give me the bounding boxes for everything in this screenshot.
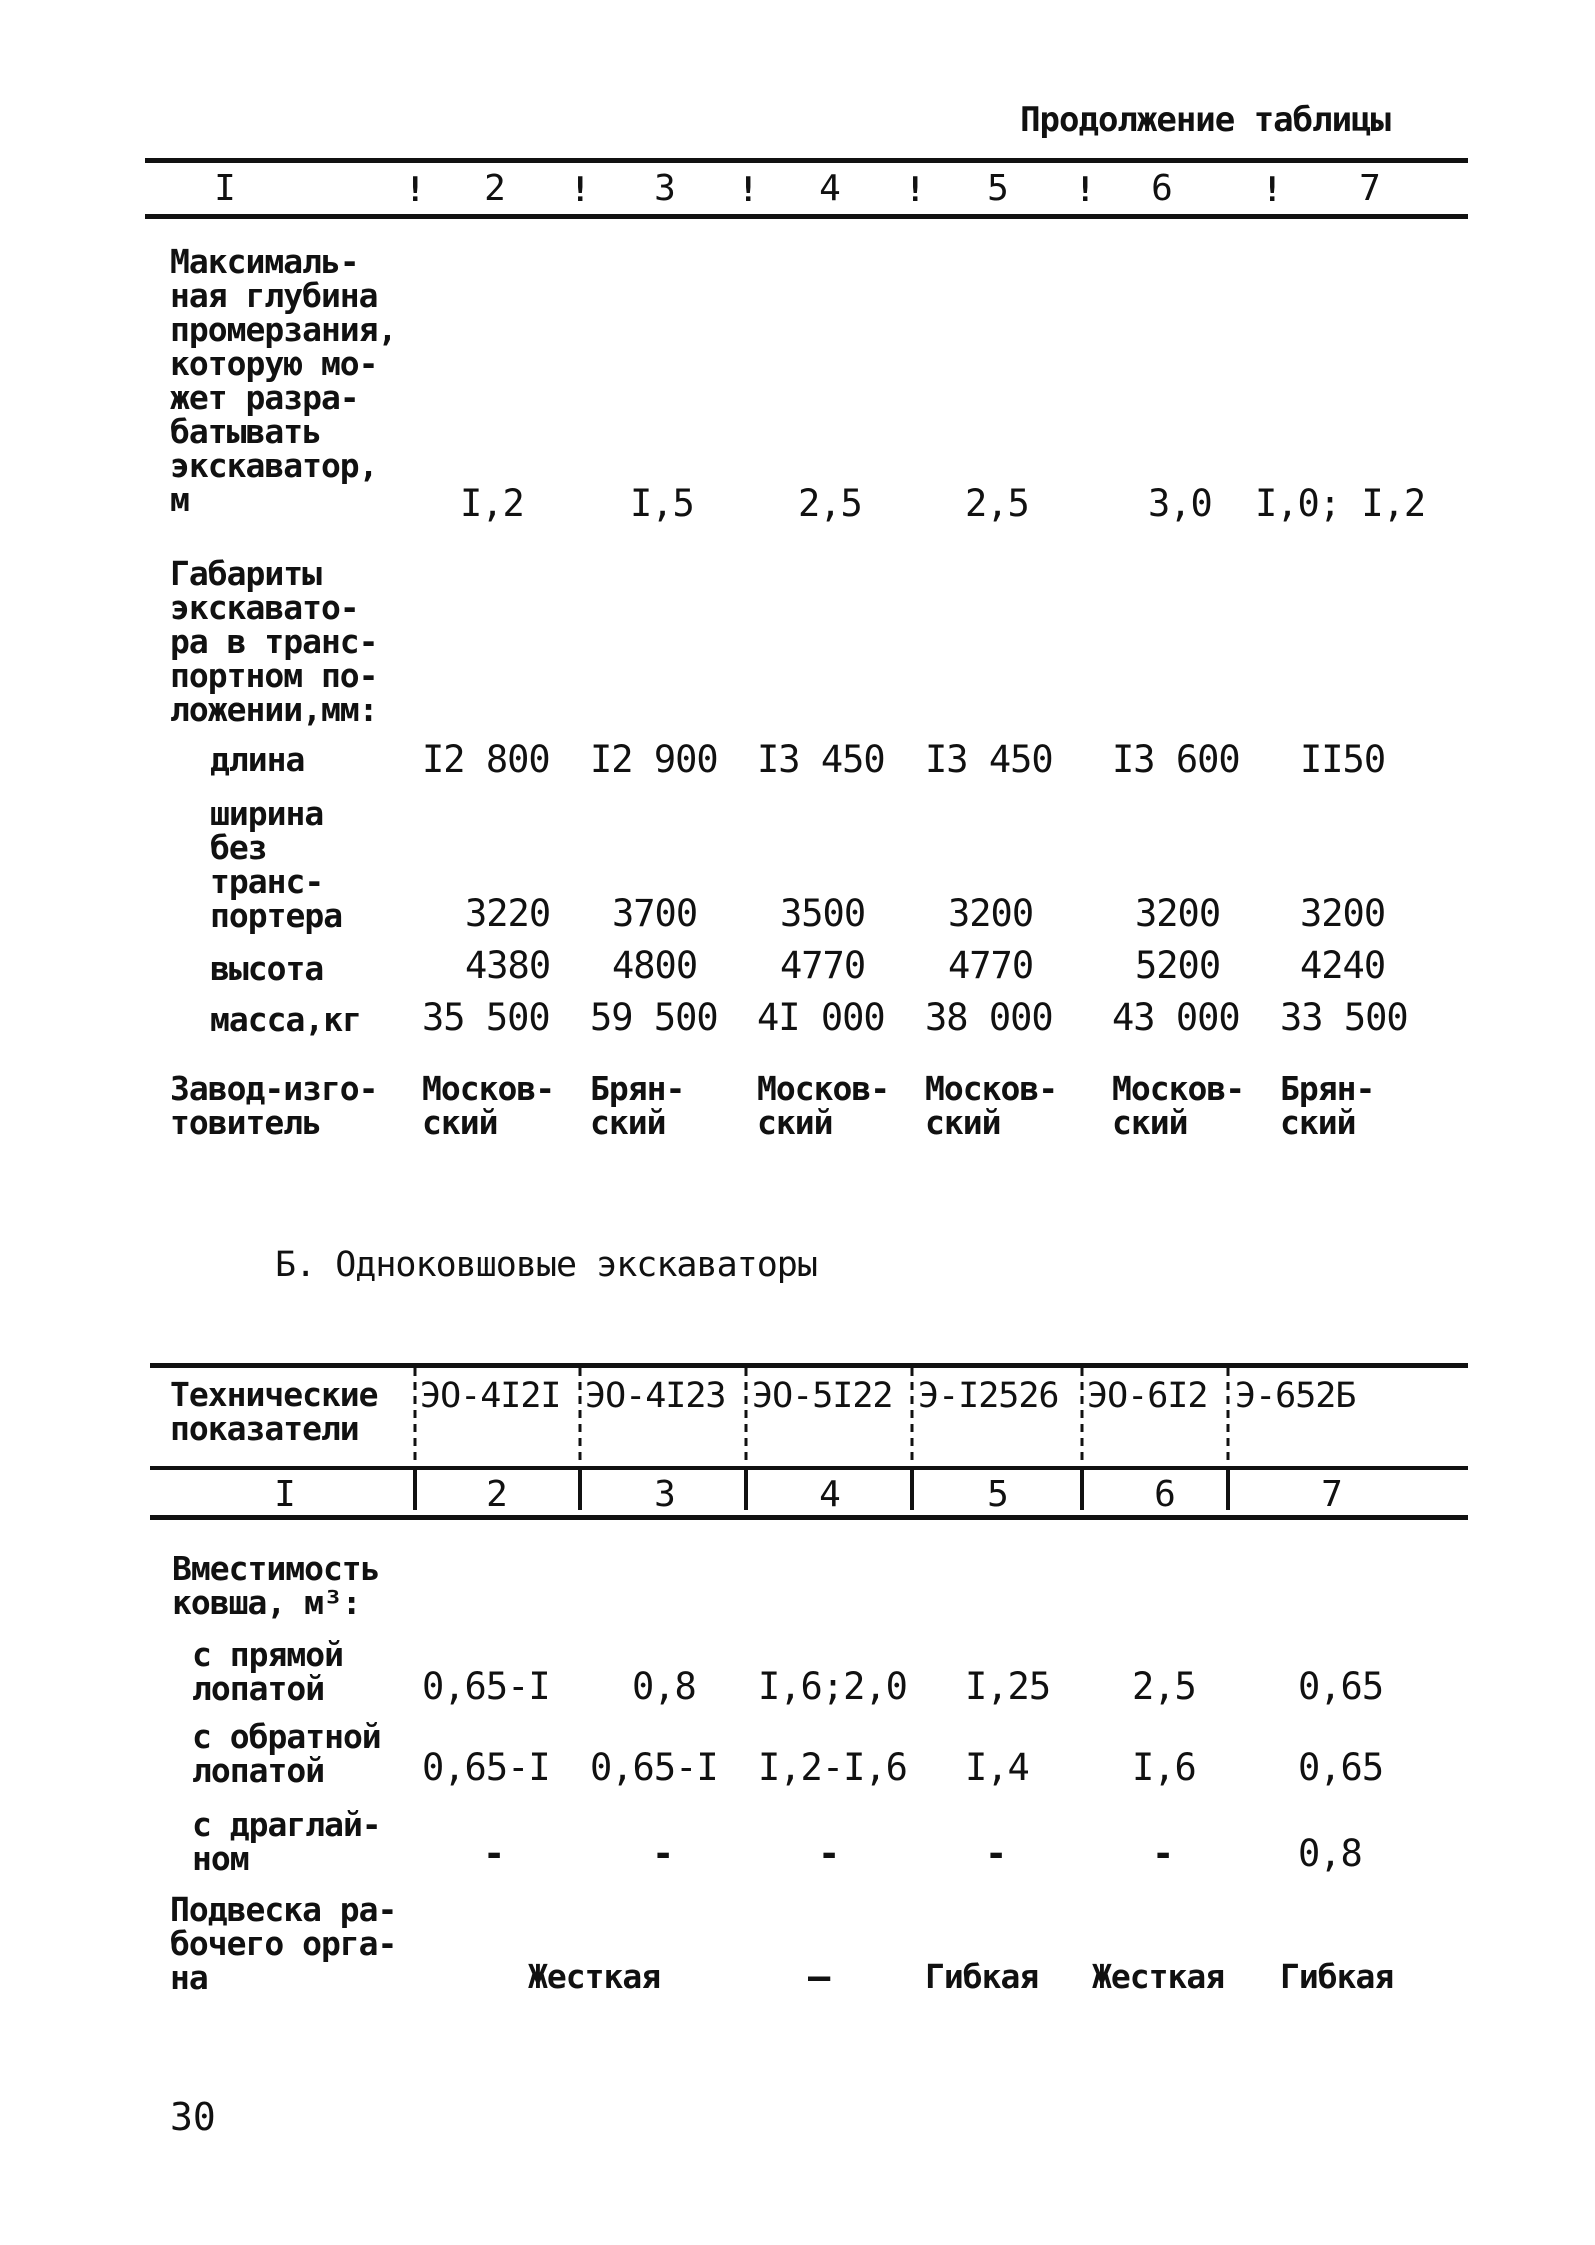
table-cell: Гибкая [1280, 1957, 1394, 1996]
col-num-4: 4 [819, 1474, 841, 1515]
row-label-suspension: Подвеска ра- бочего орга- на [170, 1890, 397, 1997]
table-cell: 3,0 [1148, 482, 1212, 525]
row-label-dragline: с драглай- ном [192, 1805, 381, 1878]
table-cell: I3 450 [925, 738, 1053, 781]
col-num-6: 6 [1151, 168, 1173, 209]
row-label-bucket: Вместимость ковша, м³: [172, 1549, 380, 1622]
table-cell: II50 [1300, 738, 1386, 781]
table-cell: 38 000 [925, 996, 1053, 1039]
col-num-1: I [274, 1474, 296, 1515]
model-header: Э-652Б [1235, 1376, 1356, 1416]
table-cell: Москов- ский [1112, 1069, 1245, 1142]
table-cell: 33 500 [1280, 996, 1408, 1039]
table-cell: 4I 000 [757, 996, 885, 1039]
table-cell: 43 000 [1112, 996, 1240, 1039]
table-cell: 0,8 [1298, 1832, 1362, 1875]
section-title: Б. Одноковшовые экскаваторы [275, 1245, 817, 1285]
col-separator: ! [570, 170, 591, 210]
table-cell: - [652, 1832, 675, 1875]
table-cell: 59 500 [590, 996, 718, 1039]
table-cell: 3500 [780, 892, 866, 935]
col-num-1: I [214, 168, 236, 209]
col-num-2: 2 [486, 1474, 508, 1515]
row-label-height: высота [210, 949, 324, 988]
row-label-width: ширина без транс- портера [210, 794, 343, 935]
table-cell: - [818, 1832, 841, 1875]
table-cell: I,25 [965, 1665, 1051, 1708]
table-cell: Москов- ский [422, 1069, 555, 1142]
col-num-6: 6 [1154, 1474, 1176, 1515]
table-cell: I,4 [965, 1746, 1029, 1789]
col-separator: ! [1075, 170, 1096, 210]
col-num-5: 5 [987, 168, 1009, 209]
row-label-mass: масса,кг [210, 1000, 361, 1039]
table-cell: Жесткая [1092, 1957, 1225, 1996]
model-header: ЭО-4I2I [420, 1376, 561, 1416]
row-label-straight-shovel: с прямой лопатой [192, 1635, 343, 1708]
table-cell: 4380 [465, 944, 551, 987]
table-cell: I2 800 [422, 738, 550, 781]
table-cell: - [1152, 1832, 1175, 1875]
table-cell: 0,65-I [422, 1746, 550, 1789]
row-label-backhoe: с обратной лопатой [192, 1717, 381, 1790]
col-num-7: 7 [1359, 168, 1381, 209]
table-cell: 4240 [1300, 944, 1386, 987]
table-cell: 0,65-I [422, 1665, 550, 1708]
table-cell: — [808, 1955, 831, 1998]
table2-header-rule [150, 1515, 1468, 1520]
row-label-manufacturer: Завод-изго- товитель [170, 1069, 378, 1142]
table-cell: I2 900 [590, 738, 718, 781]
col-separator: ! [405, 170, 426, 210]
table-cell: 3200 [948, 892, 1034, 935]
table2-mid-rule [150, 1466, 1468, 1470]
table-cell: 5200 [1135, 944, 1221, 987]
table-cell: I3 450 [757, 738, 885, 781]
table-cell: Жесткая [528, 1957, 661, 1996]
table-cell: Москов- ский [757, 1069, 890, 1142]
table2-header-label: Технические показатели [170, 1375, 378, 1448]
table-cell: I,6 [1132, 1746, 1196, 1789]
table-cell: Брян- ский [590, 1069, 685, 1142]
table-cell: 2,5 [965, 482, 1029, 525]
model-header: ЭО-4I23 [585, 1376, 726, 1416]
table-cell: 35 500 [422, 996, 550, 1039]
table-cell: 4800 [612, 944, 698, 987]
col-num-5: 5 [987, 1474, 1009, 1515]
col-num-7: 7 [1321, 1474, 1343, 1515]
continuation-title: Продолжение таблицы [1020, 100, 1390, 140]
col-num-2: 2 [484, 168, 506, 209]
row-label-max-depth: Максималь- ная глубина промерзания, которую мо- жет разра- батывать экскаватор, м [170, 242, 397, 519]
table-cell: 4770 [948, 944, 1034, 987]
table-cell: I,2-I,6 [758, 1746, 907, 1789]
table-cell: I,6;2,0 [758, 1665, 907, 1708]
col-separator: ! [738, 170, 759, 210]
table-cell: 3200 [1300, 892, 1386, 935]
table-cell: Брян- ский [1280, 1069, 1375, 1142]
table-cell: Москов- ский [925, 1069, 1058, 1142]
table-cell: I,5 [630, 482, 694, 525]
row-label-length: длина [210, 740, 305, 779]
col-separator: ! [1262, 170, 1283, 210]
table-cell: I,0; I,2 [1255, 482, 1426, 525]
model-header: ЭО-5I22 [752, 1376, 893, 1416]
table-cell: I,2 [460, 482, 524, 525]
table-cell: 3700 [612, 892, 698, 935]
col-separator: ! [905, 170, 926, 210]
table-cell: I3 600 [1112, 738, 1240, 781]
table-cell: 3200 [1135, 892, 1221, 935]
col-num-3: 3 [654, 168, 676, 209]
table-cell: Гибкая [925, 1957, 1039, 1996]
table-cell: 2,5 [1132, 1665, 1196, 1708]
table-cell: - [985, 1832, 1008, 1875]
table-cell: - [483, 1832, 506, 1875]
table-cell: 3220 [465, 892, 551, 935]
col-num-4: 4 [819, 168, 841, 209]
table-cell: 0,65 [1298, 1746, 1384, 1789]
row-label-dimensions: Габариты экскавато- ра в транс- портном по- ложении,мм: [170, 554, 378, 729]
table-cell: 2,5 [798, 482, 862, 525]
col-num-3: 3 [654, 1474, 676, 1515]
model-header: ЭО-6I2 [1087, 1376, 1208, 1416]
table-cell: 0,65 [1298, 1665, 1384, 1708]
model-header: Э-I2526 [918, 1376, 1059, 1416]
page-number: 30 [170, 2095, 216, 2139]
table-cell: 0,8 [632, 1665, 696, 1708]
table-cell: 0,65-I [590, 1746, 718, 1789]
table-cell: 4770 [780, 944, 866, 987]
